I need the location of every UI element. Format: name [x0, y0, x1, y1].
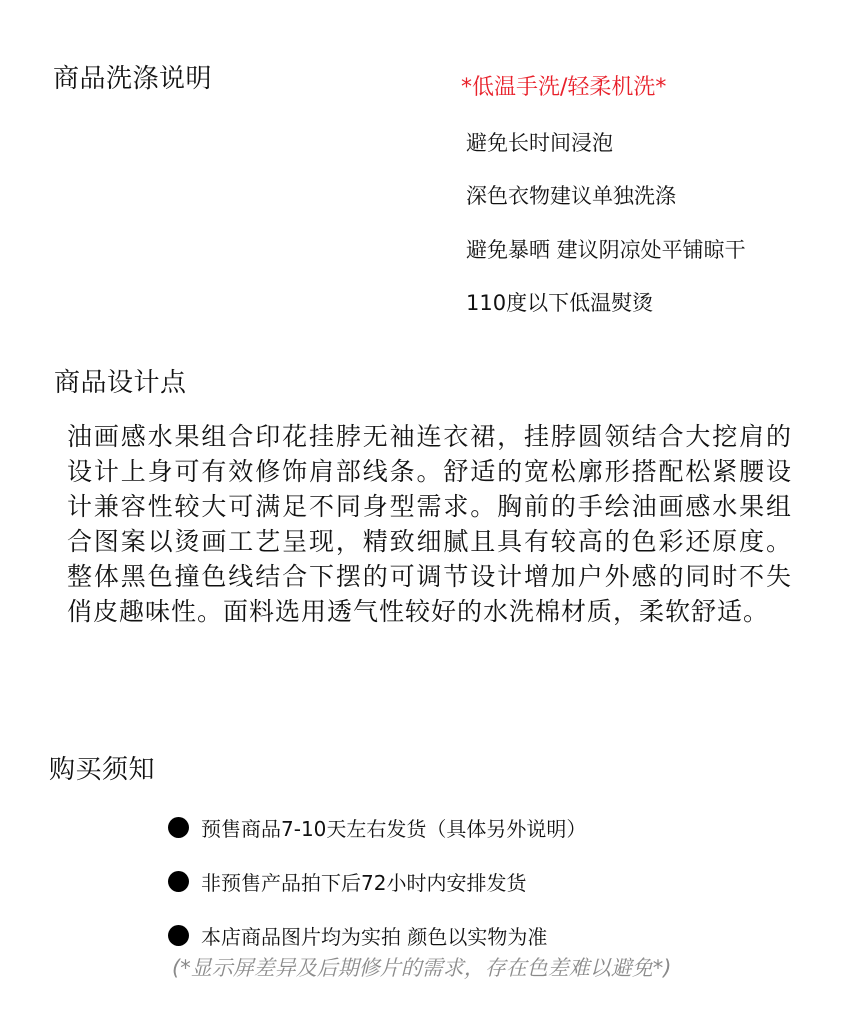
design-section-title: 商品设计点: [54, 368, 187, 398]
wash-item: 避免长时间浸泡: [466, 131, 613, 155]
notice-section-title: 购买须知: [49, 755, 156, 785]
notice-list-item: [168, 867, 526, 896]
bullet-icon: [168, 871, 189, 892]
wash-highlight-text: *低温手洗/轻柔机洗*: [461, 75, 667, 100]
wash-item: 深色衣物建议单独洗涤: [466, 184, 676, 208]
notice-item-text: 本店商品图片均为实拍 颜色以实物为准: [201, 925, 548, 949]
design-description: 油画感水果组合印花挂脖无袖连衣裙，挂脖圆领结合大挖肩的设计上身可有效修饰肩部线条。舒适的宽松廓形搭配松紧腰设计兼容性较大可满足不同身型需求。胸前的手绘油画感水果组合图案以烫画工艺呈现，精致细腻且具有较高的色彩还原度。整体黑色撞色线结合下摆的可调节设计增加户外感的同时不失俏皮趣味性。面料选用透气性较好的水洗棉材质，柔软舒适。: [67, 422, 792, 626]
bullet-icon: [168, 817, 189, 838]
wash-item: 110度以下低温熨烫: [466, 291, 654, 315]
bullet-icon: [168, 925, 189, 946]
notice-item-text: 预售商品7-10天左右发货（具体另外说明）: [201, 817, 587, 841]
notice-item-text: 非预售产品拍下后72小时内安排发货: [201, 871, 527, 895]
notice-list-item: [168, 921, 547, 950]
wash-item: 避免暴晒 建议阴凉处平铺晾干: [466, 238, 746, 262]
notice-list-item: [168, 813, 586, 842]
wash-section-title: 商品洗涤说明: [53, 64, 213, 94]
color-disclaimer-note: (*显示屏差异及后期修片的需求，存在色差难以避免*): [172, 956, 672, 980]
